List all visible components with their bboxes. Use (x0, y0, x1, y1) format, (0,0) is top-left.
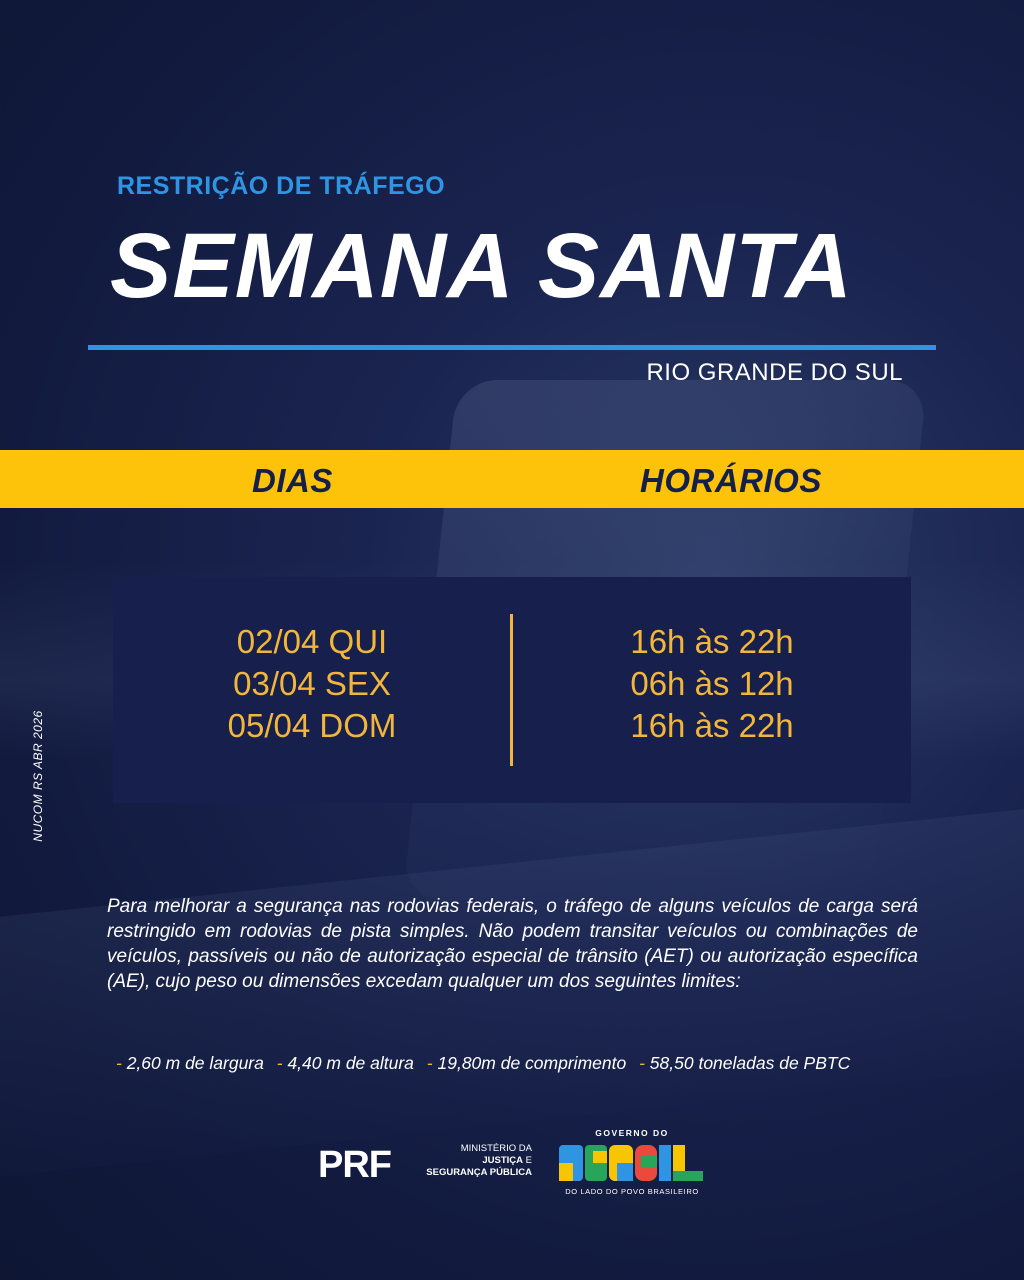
dia-cell: 03/04 SEX (233, 665, 391, 702)
dia-cell: 05/04 DOM (227, 707, 397, 744)
ministerio-line1: MINISTÉRIO DA (460, 1143, 532, 1154)
dia-cell: 02/04 QUI (236, 623, 388, 660)
poster-title: SEMANA SANTA (110, 215, 853, 317)
limit-dash: - (116, 1053, 122, 1073)
credit-note: NUCOM RS ABR 2026 (31, 710, 45, 842)
column-header-dias: DIAS (252, 462, 333, 499)
prf-logo: PRF (318, 1144, 391, 1186)
dias-column (113, 621, 511, 747)
region-label: RIO GRANDE DO SUL (646, 359, 903, 386)
limits-list (110, 1053, 950, 1074)
table-header-bar (0, 450, 1024, 508)
gov-bottom-text: DO LADO DO POVO BRASILEIRO (565, 1187, 699, 1196)
limit-item-width: 2,60 m de largura (126, 1053, 264, 1073)
column-header-horarios: HORÁRIOS (640, 462, 822, 499)
title-divider (88, 345, 936, 350)
limit-item-height: 4,40 m de altura (287, 1053, 414, 1073)
limit-item-weight: 58,50 toneladas de PBTC (649, 1053, 851, 1073)
horario-cell: 06h às 12h (630, 665, 794, 702)
limit-dash: - (639, 1053, 645, 1073)
gov-top-text: GOVERNO DO (595, 1128, 669, 1138)
limit-item-length: 19,80m de comprimento (437, 1053, 627, 1073)
schedule-table (113, 577, 911, 803)
svg-text:BRASIL: BRASIL (632, 1171, 636, 1172)
ministerio-line2: JUSTIÇA E (482, 1155, 532, 1166)
poster-subtitle: RESTRIÇÃO DE TRÁFEGO (117, 172, 446, 200)
limit-dash: - (426, 1053, 433, 1073)
limit-dash: - (276, 1053, 283, 1073)
ministerio-line3: SEGURANÇA PÚBLICA (426, 1167, 532, 1178)
ministerio-logo (420, 1143, 532, 1179)
horarios-column (513, 621, 911, 747)
restriction-description: Para melhorar a segurança nas rodovias federais, o tráfego de alguns veículos de carga será restringido em rodovias de pista simples. Não podem transitar veículos ou combinações de veículos, passíveis ou não de autorização especial de trânsito (AET) ou autorização específica (AE), cujo peso ou dimensões excedam qualquer um dos seguintes limites: (107, 896, 918, 992)
horario-cell: 16h às 22h (630, 707, 794, 744)
governo-brasil-logo (557, 1128, 707, 1198)
horario-cell: 16h às 22h (630, 623, 794, 660)
brasil-wordmark-icon (557, 1141, 707, 1185)
